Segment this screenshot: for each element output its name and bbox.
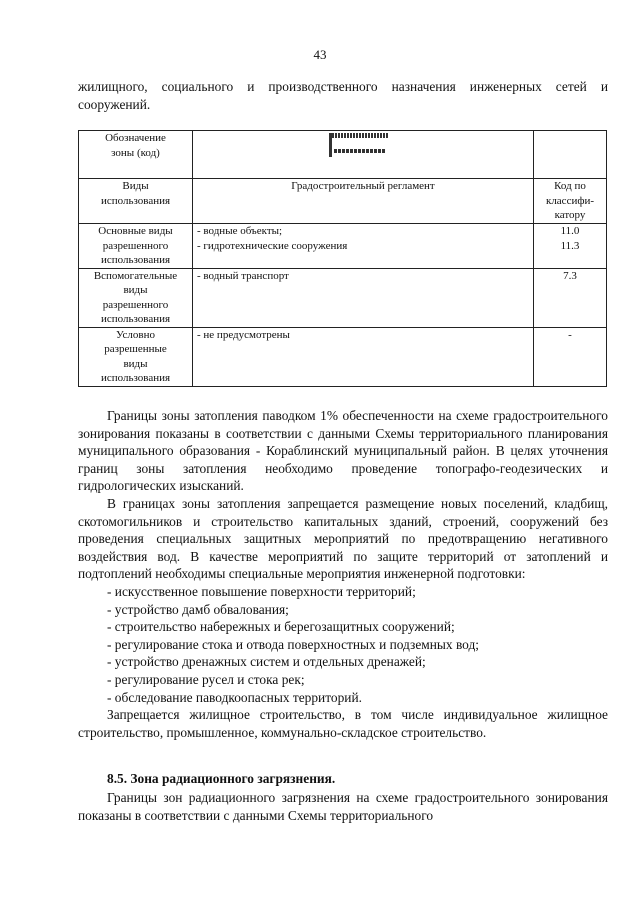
usage-type-line: разрешенного bbox=[102, 298, 169, 311]
classifier-code: 11.3 bbox=[560, 239, 580, 252]
intro-text: жилищного, социального и производственного назначения инженерных сетей и сооружений. bbox=[78, 79, 608, 112]
usage-type-cell bbox=[79, 268, 193, 327]
usage-type-line: Вспомогательные bbox=[93, 269, 178, 282]
table-header-row bbox=[79, 179, 607, 224]
header-regulation: Градостроительный регламент bbox=[193, 179, 534, 224]
list-item: - искусственное повышение поверхности территорий; bbox=[107, 583, 416, 599]
page-number: 43 bbox=[313, 47, 327, 62]
usage-type-line: разрешенные bbox=[104, 343, 167, 355]
usage-type-line: использования bbox=[100, 313, 171, 325]
regulation-item: - не предусмотрены bbox=[197, 328, 290, 341]
zone-code-row bbox=[79, 131, 607, 179]
regulation-item: - водные объекты; bbox=[197, 225, 283, 237]
classifier-code: 7.3 bbox=[563, 269, 577, 282]
header-usage-type bbox=[79, 179, 193, 224]
header-code-line: классифи- bbox=[545, 194, 595, 207]
list-item: - строительство набережных и берегозащитных сооружений; bbox=[107, 619, 455, 635]
header-usage-line: Виды bbox=[122, 180, 149, 192]
list-item: - устройство дамб обвалования; bbox=[107, 601, 289, 617]
body-text bbox=[78, 407, 608, 741]
usage-type-line: виды bbox=[123, 357, 148, 370]
list-item: - регулирование стока и отвода поверхностных и подземных вод; bbox=[107, 636, 480, 652]
paragraph: В границах зоны затопления запрещается размещение новых поселений, кладбищ, скотомогильников и строительство капитальных зданий, строений, сооружений без проведения специальных защитных мероприятий по предотвращению негативного воздействия вод. В качестве мероприятий по защите территорий от затоплений и подтоплений необходимы специальные мероприятия инженерной подготовки: bbox=[78, 495, 608, 582]
regulation-item: - водный транспорт bbox=[197, 269, 289, 282]
classifier-code: 11.0 bbox=[560, 225, 580, 237]
paragraph: Границы зон радиационного загрязнения на схеме градостроительного зонирования показаны в соответствии с данными Схемы территориального bbox=[78, 790, 608, 823]
zone-label-cell bbox=[79, 131, 193, 179]
zone-label-line: зоны (код) bbox=[111, 146, 160, 159]
table-row bbox=[79, 268, 607, 327]
usage-type-line: использования bbox=[100, 254, 171, 266]
paragraph: Запрещается жилищное строительство, в том числе индивидуальное жилищное строительство, промышленное, коммунально-складское строительство. bbox=[78, 707, 608, 740]
zone-code-empty-cell bbox=[534, 131, 607, 179]
regulation-item: - гидротехнические сооружения bbox=[197, 239, 348, 252]
table-row bbox=[79, 224, 607, 269]
section-heading: 8.5. Зона радиационного загрязнения. bbox=[107, 771, 336, 786]
list-item: - обследование паводкоопасных территорий. bbox=[107, 689, 362, 705]
usage-type-cell bbox=[79, 224, 193, 269]
usage-type-cell bbox=[79, 327, 193, 386]
paragraph: Границы зоны затопления паводком 1% обеспеченности на схеме градостроительного зонирования показаны в соответствии с данными Схемы территориального планирования муниципального образования - Кораблинский муниципальный район. В целях уточнения границ зоны затопления необходимо проведение топографо-геодезических и гидрологических изысканий. bbox=[78, 408, 608, 494]
classifier-code-cell bbox=[534, 224, 607, 269]
regulation-cell bbox=[193, 327, 534, 386]
section-text-block bbox=[78, 789, 608, 824]
list-item: - регулирование русел и стока рек; bbox=[107, 671, 305, 687]
classifier-code: - bbox=[568, 328, 572, 341]
usage-type-line: Условно bbox=[116, 328, 155, 341]
zone-code-cell bbox=[193, 131, 534, 179]
usage-type-line: использования bbox=[100, 372, 171, 384]
header-usage-line: использования bbox=[100, 194, 171, 207]
usage-type-line: Основные виды bbox=[98, 225, 173, 237]
redacted-code-icon bbox=[327, 131, 397, 159]
classifier-code-cell bbox=[534, 268, 607, 327]
header-classifier-code bbox=[534, 179, 607, 224]
zone-regulation-table bbox=[78, 130, 607, 387]
header-code-line: катору bbox=[554, 209, 586, 221]
list-item: - устройство дренажных систем и отдельных дренажей; bbox=[107, 654, 426, 670]
regulation-cell bbox=[193, 224, 534, 269]
table-row bbox=[79, 327, 607, 386]
usage-type-line: разрешенного bbox=[102, 239, 169, 252]
zone-label-line: Обозначение bbox=[105, 132, 166, 144]
classifier-code-cell bbox=[534, 327, 607, 386]
regulation-cell bbox=[193, 268, 534, 327]
usage-type-line: виды bbox=[123, 284, 148, 296]
header-code-line: Код по bbox=[554, 180, 586, 192]
